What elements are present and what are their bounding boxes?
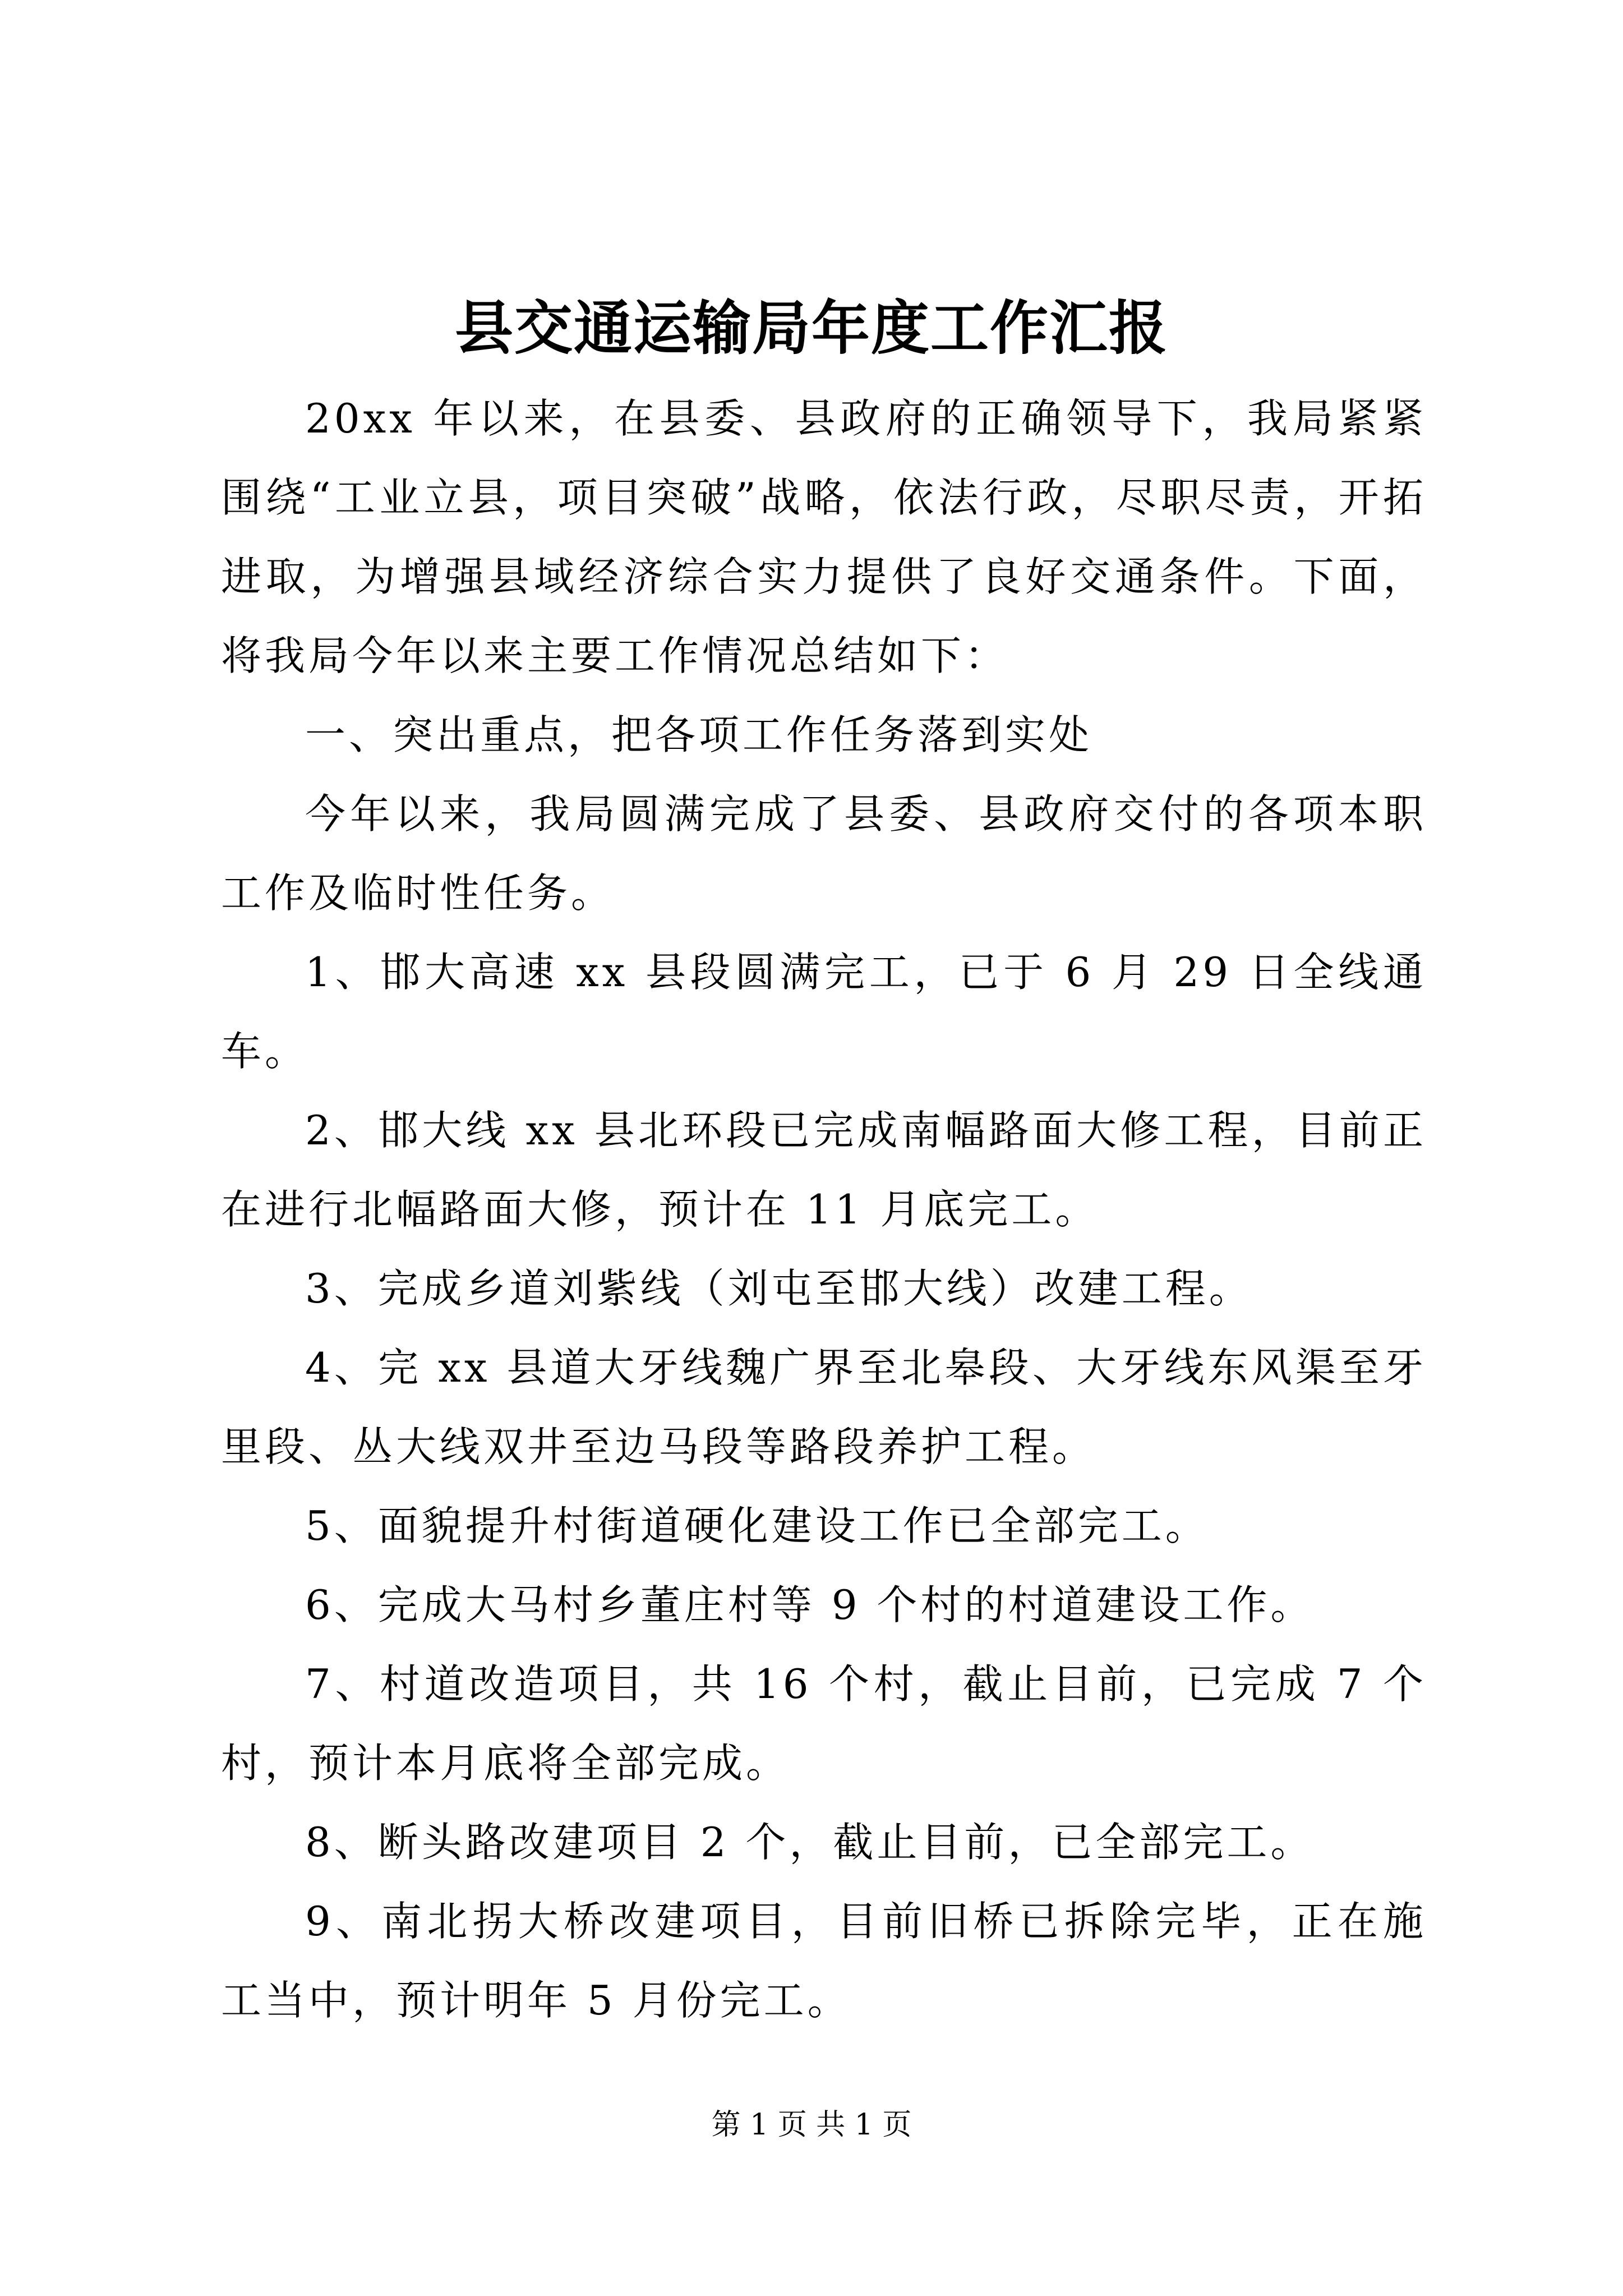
paragraph-summary: 今年以来，我局圆满完成了县委、县政府交付的各项本职工作及临时性任务。: [221, 790, 1427, 917]
paragraph-intro: 20xx 年以来，在县委、县政府的正确领导下，我局紧紧围绕“工业立县，项目突破”战略，依法行政，尽职尽责，开拓进取，为增强县域经济综合实力提供了良好交通条件。下面，将我局今年以来主要工作情况总结如下：: [221, 395, 1427, 679]
section-heading-1: 一、突出重点，把各项工作任务落到实处: [305, 711, 1093, 758]
list-item-6: 6、完成大马村乡董庄村等 9 个村的村道建设工作。: [305, 1581, 1315, 1628]
list-item-2: 2、邯大线 xx 县北环段已完成南幅路面大修工程，目前正在进行北幅路面大修，预计在 11 月底完工。: [221, 1107, 1427, 1233]
page-footer: 第 1 页 共 1 页: [711, 2108, 912, 2142]
list-item-5: 5、面貌提升村街道硬化建设工作已全部完工。: [305, 1502, 1209, 1549]
list-item-8: 8、断头路改建项目 2 个，截止目前，已全部完工。: [305, 1819, 1315, 1866]
list-item-4: 4、完 xx 县道大牙线魏广界至北皋段、大牙线东风渠至牙里段、丛大线双井至边马段等路段养护工程。: [221, 1344, 1427, 1470]
document-title: 县交通运输局年度工作汇报: [454, 293, 1168, 362]
document-body: [221, 379, 1427, 2040]
list-item-7: 7、村道改造项目，共 16 个村，截止目前，已完成 7 个村，预计本月底将全部完成。: [221, 1660, 1427, 1787]
list-item-9: 9、南北拐大桥改建项目，目前旧桥已拆除完毕，正在施工当中，预计明年 5 月份完工。: [221, 1898, 1427, 2024]
list-item-3: 3、完成乡道刘紫线（刘屯至邯大线）改建工程。: [305, 1265, 1253, 1312]
list-item-1: 1、邯大高速 xx 县段圆满完工，已于 6 月 29 日全线通车。: [221, 949, 1427, 1075]
